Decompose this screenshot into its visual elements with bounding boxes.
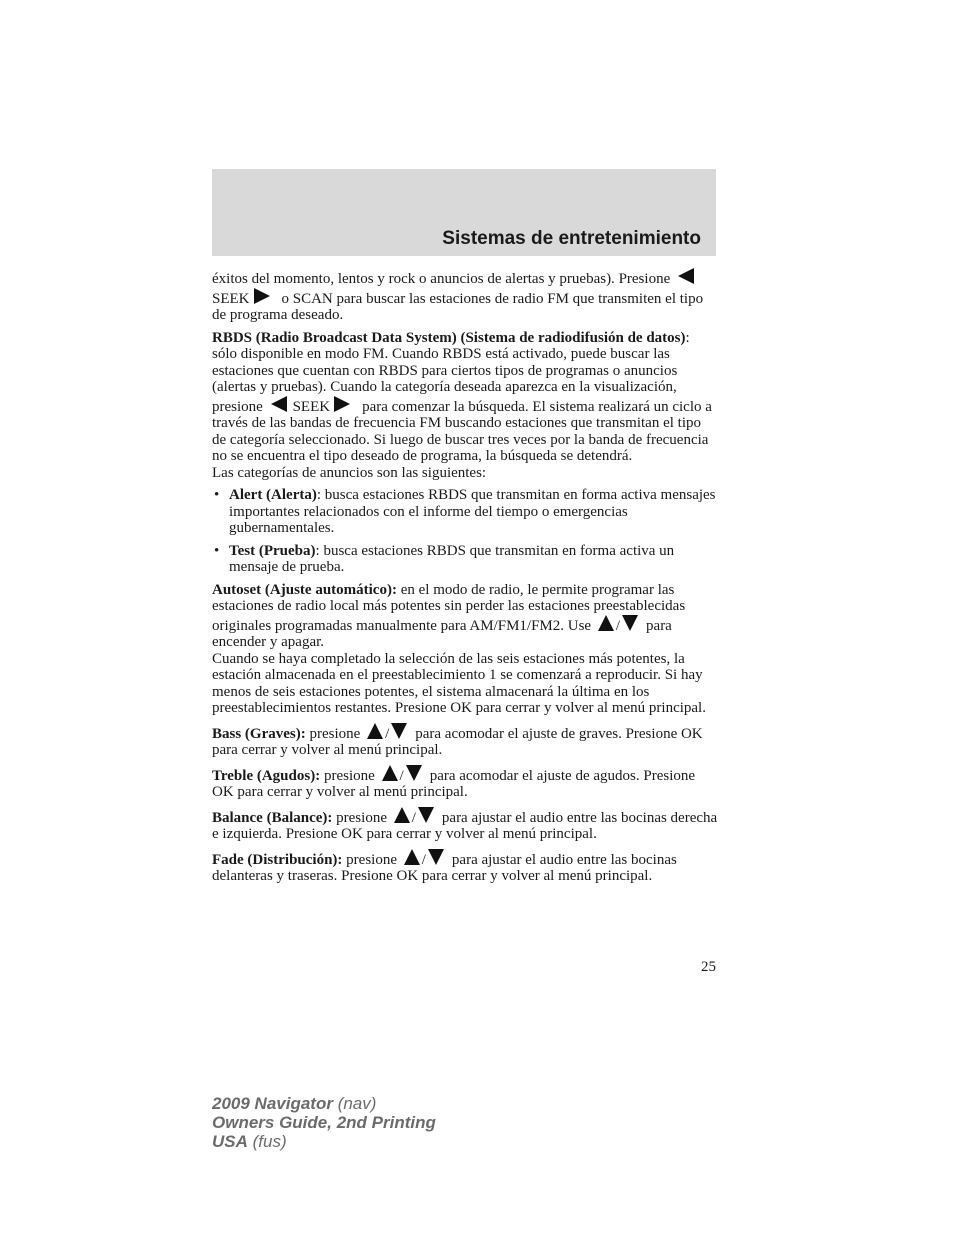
arrow-down-icon	[418, 807, 434, 823]
arrow-up-icon	[404, 849, 420, 865]
autoset-para2: Cuando se haya completado la selección de las seis estaciones más potentes, la estación almacenada en el preestablecimiento 1 se comenzará a reproducir. Si hay menos de seis estaciones potentes, el sistema almacenará la última en los preestablecimientos restantes. Presione OK para cerrar y volver al menú principal.	[212, 650, 706, 716]
bass-term: Bass (Graves):	[212, 725, 306, 742]
page-number: 25	[701, 959, 716, 975]
bullet-icon: •	[214, 542, 220, 559]
treble-paragraph	[212, 765, 718, 801]
treble-presione: presione	[323, 767, 375, 784]
intro-after-seek: o SCAN para buscar las estaciones de radio FM que transmiten el tipo de programa deseado.	[212, 290, 704, 323]
footer-line-1	[212, 1094, 436, 1113]
seek-right-arrow-icon	[254, 288, 270, 304]
slash: /	[421, 851, 426, 868]
slash: /	[399, 767, 404, 784]
balance-presione: presione	[336, 809, 387, 826]
balance-paragraph	[212, 807, 718, 843]
fade-paragraph	[212, 849, 718, 885]
treble-term: Treble (Agudos):	[212, 767, 321, 784]
footer-guide: Owners Guide, 2nd Printing	[212, 1113, 436, 1132]
autoset-text2: para encender y apagar.	[212, 617, 672, 650]
rbds-term: RBDS (Radio Broadcast Data System) (Sistema de radiodifusión de datos)	[212, 329, 686, 346]
fade-text: para ajustar el audio entre las bocinas delanteras y traseras. Presione OK para cerrar y volver al menú principal.	[212, 851, 677, 884]
bullet-term: Test (Prueba)	[229, 542, 316, 559]
bullet-term: Alert (Alerta)	[229, 487, 317, 503]
arrow-up-icon	[598, 615, 614, 631]
footer-market-code: (fus)	[252, 1132, 287, 1151]
section-title: Sistemas de entretenimiento	[442, 228, 701, 249]
category-list	[212, 487, 718, 576]
autoset-term: Autoset (Ajuste automático):	[212, 581, 397, 598]
arrow-up-icon	[382, 765, 398, 781]
intro-seek-label: SEEK	[212, 290, 250, 307]
section-header-band	[212, 169, 716, 256]
balance-text: para ajustar el audio entre las bocinas derecha e izquierda. Presione OK para cerrar y volver al menú principal.	[212, 809, 718, 842]
footer-line-3	[212, 1132, 436, 1151]
rbds-seek-label: SEEK	[292, 398, 331, 415]
seek-left-arrow-icon	[271, 396, 287, 412]
rbds-text1: : sólo disponible en modo FM. Cuando RBDS está activado, puede buscar las estaciones que cuentan con RBDS para ciertos tipos de programas o anuncios (alertas y pruebas). Cuando la categoría deseada aparezca en la visualización, presione	[212, 329, 690, 415]
document-footer	[212, 1094, 436, 1151]
bass-paragraph	[212, 723, 718, 759]
bullet-text: : busca estaciones RBDS que transmitan en forma activa mensajes importantes relacionados con el informe del tiempo o emergencias gubernamentales.	[229, 487, 716, 536]
treble-text: para acomodar el ajuste de agudos. Presione OK para cerrar y volver al menú principal.	[212, 767, 696, 800]
slash: /	[385, 725, 390, 742]
seek-left-arrow-icon	[678, 268, 694, 284]
footer-model-code: (nav)	[337, 1094, 377, 1113]
footer-market: USA	[212, 1132, 248, 1151]
bass-presione: presione	[309, 725, 361, 742]
intro-paragraph	[212, 268, 718, 324]
balance-term: Balance (Balance):	[212, 809, 333, 826]
rbds-categories-intro: Las categorías de anuncios son las siguientes:	[212, 464, 487, 481]
list-item	[212, 543, 718, 576]
arrow-down-icon	[406, 765, 422, 781]
rbds-text2: para comenzar la búsqueda. El sistema realizará un ciclo a través de las bandas de frecuencia FM buscando estaciones que transmitan el tipo de categoría seleccionado. Si luego de buscar tres veces por la banda de frecuencia no se encuentra el tipo deseado de programa, la búsqueda se detendrá.	[212, 398, 712, 464]
footer-model: 2009 Navigator	[212, 1094, 333, 1113]
slash: /	[411, 809, 416, 826]
arrow-up-icon	[394, 807, 410, 823]
page-body	[212, 268, 718, 891]
intro-line1: éxitos del momento, lentos y rock o anuncios de alertas y pruebas).	[212, 271, 615, 287]
autoset-text1: en el modo de radio, le permite programar las estaciones de radio local más potentes sin perder las estaciones preestablecidas originales programadas manualmente para AM/FM1/FM2. Use	[212, 581, 686, 634]
arrow-up-icon	[367, 723, 383, 739]
seek-right-arrow-icon	[334, 396, 350, 412]
bullet-icon: •	[214, 487, 220, 503]
slash: /	[615, 617, 621, 634]
bass-text: para acomodar el ajuste de graves. Presione OK para cerrar y volver al menú principal.	[212, 725, 703, 758]
rbds-paragraph	[212, 330, 718, 482]
fade-term: Fade (Distribución):	[212, 851, 343, 868]
arrow-down-icon	[622, 615, 638, 631]
footer-line-2	[212, 1113, 436, 1132]
bullet-text: : busca estaciones RBDS que transmitan en forma activa un mensaje de prueba.	[229, 542, 675, 575]
fade-presione: presione	[346, 851, 397, 868]
arrow-down-icon	[428, 849, 444, 865]
intro-presione: Presione	[618, 271, 671, 287]
arrow-down-icon	[391, 723, 407, 739]
autoset-paragraph	[212, 582, 718, 717]
list-item	[212, 487, 718, 537]
